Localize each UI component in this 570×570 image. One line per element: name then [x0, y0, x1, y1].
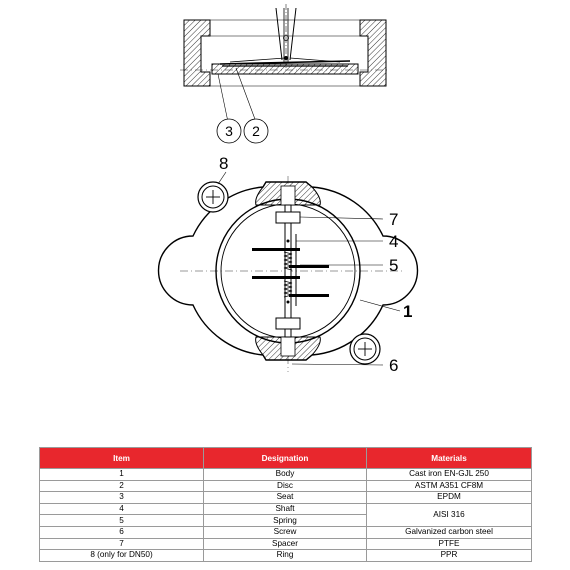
ring-bottom-right [350, 334, 380, 364]
table-row [40, 469, 532, 481]
header-item: Item [40, 448, 204, 469]
callout-2: 2 [252, 123, 260, 139]
callout-5: 5 [389, 256, 399, 275]
table-row [40, 480, 532, 492]
cell-item: 8 (only for DN50) [40, 550, 204, 562]
cell-item: 3 [40, 492, 204, 504]
front-view [159, 154, 418, 375]
spacer-top [276, 212, 300, 223]
callout-6: 6 [389, 356, 399, 375]
cell-item: 6 [40, 526, 204, 538]
callout-7: 7 [389, 210, 399, 229]
cell-designation: Ring [204, 550, 367, 562]
cell-material: EPDM [367, 492, 532, 504]
table-row [40, 538, 532, 550]
table-row [40, 492, 532, 504]
callout-3: 3 [225, 123, 233, 139]
section-view [180, 4, 390, 143]
shaft [285, 205, 291, 337]
cell-material: Cast iron EN-GJL 250 [367, 469, 532, 481]
spacer-bottom [276, 318, 300, 329]
callout-8: 8 [219, 154, 229, 173]
cell-material: ASTM A351 CF8M [367, 480, 532, 492]
cell-material: PTFE [367, 538, 532, 550]
table-row [40, 526, 532, 538]
header-designation: Designation [204, 448, 367, 469]
parts-table [39, 447, 532, 562]
cell-designation: Disc [204, 480, 367, 492]
cell-designation: Spring [204, 515, 367, 527]
section-body-left [184, 20, 210, 86]
cell-designation: Body [204, 469, 367, 481]
table-row [40, 503, 532, 515]
cell-material-merged: AISI 316 [367, 503, 532, 526]
cell-item: 5 [40, 515, 204, 527]
cell-designation: Seat [204, 492, 367, 504]
section-shaft [276, 4, 296, 70]
table-row [40, 550, 532, 562]
cell-item: 1 [40, 469, 204, 481]
cell-designation: Screw [204, 526, 367, 538]
ring-top-left [198, 182, 228, 212]
cell-designation: Shaft [204, 503, 367, 515]
section-body-right [360, 20, 386, 86]
cell-material: Galvanized carbon steel [367, 526, 532, 538]
header-materials: Materials [367, 448, 532, 469]
table-header-row [40, 448, 532, 469]
cell-item: 7 [40, 538, 204, 550]
callout-1: 1 [403, 302, 413, 321]
cell-designation: Spacer [204, 538, 367, 550]
callout-4: 4 [389, 232, 399, 251]
cell-item: 4 [40, 503, 204, 515]
cell-material: PPR [367, 550, 532, 562]
cell-item: 2 [40, 480, 204, 492]
